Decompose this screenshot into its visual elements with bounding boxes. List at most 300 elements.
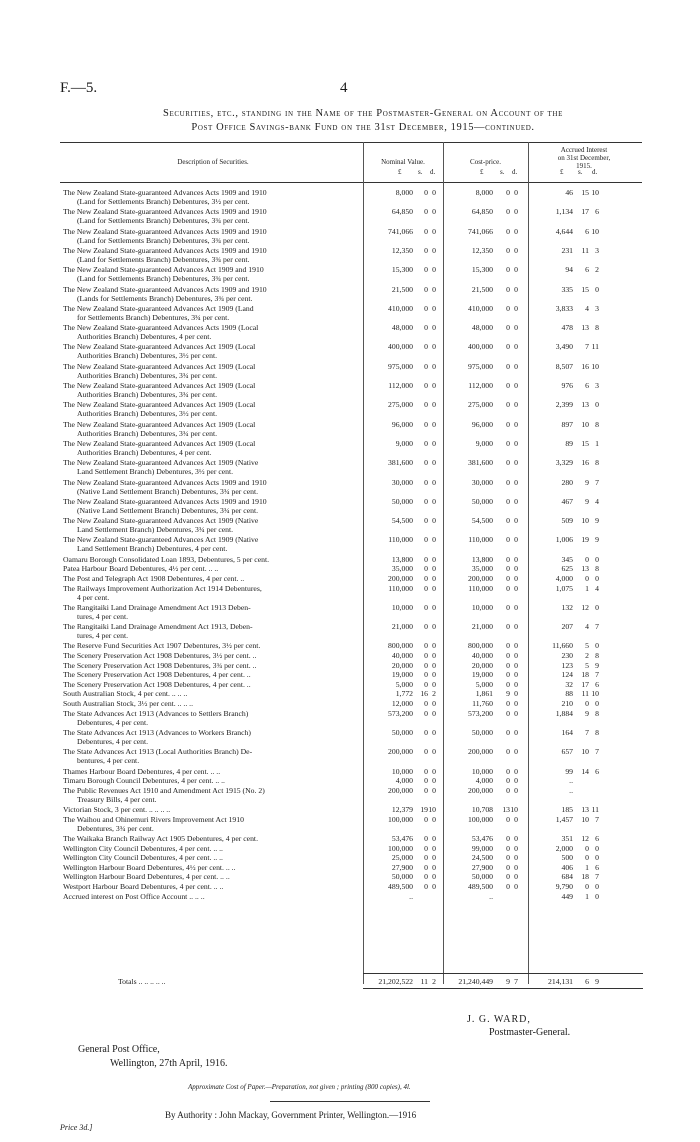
nominal-shillings: 0	[424, 342, 428, 352]
total-cost-pence: 7	[514, 977, 518, 986]
interest-pence: 0	[595, 602, 599, 612]
interest-shillings: 6	[585, 265, 589, 275]
cost-pence: 0	[514, 573, 518, 583]
description-line: Debentures, 4 per cent.	[77, 717, 149, 727]
nominal-shillings: 0	[424, 496, 428, 506]
nominal-shillings: 16	[420, 689, 428, 699]
security-description	[63, 863, 363, 872]
description-line: The State Advances Act 1913 (Advances to Settlers Branch)	[63, 708, 249, 718]
nominal-pence: 0	[432, 323, 436, 333]
cost-pounds: 53,476	[471, 833, 493, 843]
nominal-shillings: 0	[424, 747, 428, 757]
cost-shillings: 0	[506, 381, 510, 390]
security-description	[63, 420, 363, 438]
cost-pounds: 975,000	[468, 361, 493, 371]
cost-pounds: 48,000	[471, 323, 493, 333]
interest-shillings: 18	[581, 670, 589, 680]
nominal-shillings: 0	[424, 419, 428, 429]
interest-pounds: 478	[561, 323, 573, 333]
interest-pounds: ..	[569, 776, 573, 786]
interest-pence: 8	[595, 708, 599, 718]
security-description	[63, 747, 363, 765]
nominal-pounds: 27,900	[391, 862, 413, 872]
security-description	[63, 516, 363, 534]
security-description	[63, 342, 363, 360]
interest-pounds: 351	[561, 833, 573, 843]
description-line: The Public Revenues Act 1910 and Amendment Act 1915 (No. 2)	[63, 785, 265, 795]
nominal-shillings: 0	[424, 323, 428, 333]
interest-shillings: 7	[585, 342, 589, 352]
nominal-pence: 0	[432, 853, 436, 863]
interest-shillings: 13	[581, 805, 589, 814]
nominal-pence: 0	[432, 477, 436, 487]
interest-header-line: 1915.	[576, 162, 592, 170]
signature-name: J. G. WARD,	[467, 1014, 531, 1025]
security-description	[63, 882, 363, 891]
security-description	[63, 458, 363, 476]
cost-pence: 0	[514, 881, 518, 891]
description-line: The Scenery Preservation Act 1908 Debentures, 3¾ per cent. ..	[63, 660, 257, 670]
description-line: The New Zealand State-guaranteed Advances Act 1909 (Native	[63, 516, 259, 526]
interest-pence: 0	[595, 573, 599, 583]
description-line: Westport Harbour Board Debentures, 4 per cent. .. ..	[63, 881, 224, 891]
cost-shillings: 0	[506, 400, 510, 410]
interest-pounds: 4,000	[555, 573, 573, 583]
interest-pence: 11	[591, 805, 599, 814]
cost-pence: 0	[514, 670, 518, 680]
nominal-pounds: 9,000	[395, 438, 413, 448]
security-description	[63, 227, 363, 245]
interest-pounds: 280	[561, 477, 573, 487]
nominal-pounds: 400,000	[388, 342, 413, 352]
cost-shillings: 0	[506, 303, 510, 313]
description-line: for Settlements Branch) Debentures, 3¾ per cent.	[77, 312, 230, 322]
cost-shillings: 0	[506, 651, 510, 660]
nominal-pence: 0	[432, 766, 436, 776]
cost-shillings: 0	[506, 881, 510, 891]
description-line: tures, 4 per cent.	[77, 631, 129, 641]
cost-pounds: 9,000	[475, 438, 493, 448]
cost-pounds: 741,066	[468, 226, 493, 236]
cost-pence: 0	[514, 727, 518, 737]
nominal-shillings: 0	[424, 477, 428, 487]
security-description	[63, 584, 363, 602]
cost-shillings: 0	[506, 207, 510, 217]
interest-pence: 7	[595, 622, 599, 632]
security-description	[63, 680, 363, 689]
interest-pounds: 1,134	[555, 207, 573, 217]
interest-pence: 0	[595, 641, 599, 651]
security-description	[63, 400, 363, 418]
cost-shillings: 0	[506, 641, 510, 651]
nominal-pence: 10	[428, 805, 436, 814]
interest-pounds: 231	[561, 245, 573, 255]
cost-pence: 0	[514, 564, 518, 574]
interest-pence: 2	[595, 265, 599, 275]
nominal-shillings: 0	[424, 284, 428, 294]
nominal-shillings: 0	[424, 660, 428, 670]
nominal-shillings: 0	[424, 303, 428, 313]
interest-shillings: 15	[581, 284, 589, 294]
cost-pounds: 64,850	[471, 207, 493, 217]
nominal-shillings: 0	[424, 361, 428, 371]
nominal-pence: 0	[432, 458, 436, 468]
nominal-pence: 0	[432, 602, 436, 612]
interest-shillings: 9	[585, 496, 589, 506]
interest-shillings: 0	[585, 853, 589, 863]
nominal-shillings: 0	[424, 207, 428, 217]
interest-pence: 9	[595, 516, 599, 526]
nominal-pounds: 741,066	[388, 226, 413, 236]
nominal-pounds: 96,000	[391, 419, 413, 429]
cost-pence: 0	[514, 660, 518, 670]
nominal-shillings: 0	[424, 381, 428, 390]
description-line: The New Zealand State-guaranteed Advances Acts 1909 and 1910	[63, 207, 267, 217]
cost-pounds: 15,300	[471, 265, 493, 275]
nominal-pounds: 381,600	[388, 458, 413, 468]
nominal-shillings: 0	[424, 622, 428, 632]
interest-header-line: Accrued Interest	[560, 146, 608, 154]
interest-shillings: 15	[581, 188, 589, 197]
interest-pounds: 9,790	[555, 881, 573, 891]
cost-shillings: 0	[506, 226, 510, 236]
cost-pence: 0	[514, 843, 518, 853]
cost-pounds: 110,000	[468, 535, 493, 545]
cost-pounds: 50,000	[471, 872, 493, 882]
nominal-shillings: 0	[424, 535, 428, 545]
nominal-shillings: 0	[424, 670, 428, 680]
nominal-shillings: 0	[424, 814, 428, 824]
nominal-pounds: 50,000	[391, 872, 413, 882]
interest-pounds: 976	[561, 381, 573, 390]
interest-shillings: 16	[581, 458, 589, 468]
nominal-shillings: 0	[424, 458, 428, 468]
nominal-shillings: 0	[424, 641, 428, 651]
nominal-pence: 0	[432, 535, 436, 545]
nominal-pence: 0	[432, 583, 436, 593]
description-line: Patea Harbour Board Debentures, 4½ per cent. .. ..	[63, 564, 219, 574]
nominal-shillings: 0	[424, 583, 428, 593]
nominal-pounds: 20,000	[391, 660, 413, 670]
cost-shillings: 0	[506, 477, 510, 487]
description-line: Wellington Harbour Board Debentures, 4½ per cent. .. ..	[63, 862, 236, 872]
nominal-pence: 0	[432, 872, 436, 882]
description-line: The Rangitaiki Land Drainage Amendment Act 1913, Deben-	[63, 622, 253, 632]
cost-pounds: 24,500	[471, 853, 493, 863]
interest-shillings: 10	[581, 814, 589, 824]
description-line: The New Zealand State-guaranteed Advances Act 1909 (Native	[63, 535, 259, 545]
nominal-pence: 0	[432, 814, 436, 824]
security-description	[63, 834, 363, 843]
description-line: Authorities Branch) Debentures, 4 per cent.	[77, 447, 212, 457]
nominal-shillings: 0	[424, 226, 428, 236]
description-line: The New Zealand State-guaranteed Advances Acts 1909 and 1910	[63, 188, 267, 197]
cost-shillings: 0	[506, 265, 510, 275]
interest-pounds: 8,507	[555, 361, 573, 371]
description-line: The Waihou and Ohinemuri Rivers Improvement Act 1910	[63, 814, 244, 824]
page-code: F.—5.	[60, 80, 98, 96]
nominal-pounds: 410,000	[388, 303, 413, 313]
interest-shillings: 11	[581, 689, 589, 699]
security-description	[63, 497, 363, 515]
interest-shillings: 1	[585, 862, 589, 872]
description-line: South Australian Stock, 4 per cent. .. .. ..	[63, 689, 188, 699]
interest-pounds: 684	[561, 872, 573, 882]
footer-rule	[270, 1101, 430, 1102]
interest-pence: 7	[595, 670, 599, 680]
nominal-pounds: 800,000	[388, 641, 413, 651]
nominal-pence: 0	[432, 342, 436, 352]
interest-pence: 7	[595, 872, 599, 882]
nominal-pounds: 19,000	[391, 670, 413, 680]
cost-pence: 0	[514, 303, 518, 313]
nominal-pence: 0	[432, 188, 436, 197]
cost-shillings: 0	[506, 766, 510, 776]
nominal-shillings: 0	[424, 785, 428, 795]
security-description	[63, 641, 363, 650]
description-line: The Scenery Preservation Act 1908 Debentures, 3½ per cent. ..	[63, 651, 257, 660]
cost-pence: 0	[514, 602, 518, 612]
nominal-pounds: 1,772	[395, 689, 413, 699]
nominal-pence: 0	[432, 265, 436, 275]
nominal-pounds: 100,000	[388, 843, 413, 853]
cost-pence: 0	[514, 853, 518, 863]
nominal-pounds: 12,379	[391, 805, 413, 814]
interest-pence: 0	[595, 843, 599, 853]
description-line: Authorities Branch) Debentures, 3¾ per cent.	[77, 390, 218, 399]
description-line: The State Advances Act 1913 (Local Authorities Branch) De-	[63, 747, 253, 757]
nominal-pounds: 200,000	[388, 785, 413, 795]
nominal-pence: 0	[432, 226, 436, 236]
nominal-pence: 0	[432, 651, 436, 660]
security-description	[63, 246, 363, 264]
cost-pence: 0	[514, 323, 518, 333]
cost-pounds: 381,600	[468, 458, 493, 468]
description-line: tures, 4 per cent.	[77, 611, 129, 621]
interest-pence: 10	[591, 188, 599, 197]
description-line: The State Advances Act 1913 (Advances to Workers Branch)	[63, 727, 251, 737]
interest-header-line: on 31st December,	[557, 154, 611, 162]
col-divider	[443, 142, 444, 984]
cost-pence: 0	[514, 400, 518, 410]
cost-shillings: 0	[506, 323, 510, 333]
interest-shillings: 6	[585, 381, 589, 390]
interest-pounds: 99	[565, 766, 573, 776]
interest-pounds: 625	[561, 564, 573, 574]
security-description	[63, 872, 363, 881]
interest-pence: 7	[595, 747, 599, 757]
cost-pounds: 99,000	[471, 843, 493, 853]
interest-pence: 0	[595, 554, 599, 564]
security-description	[63, 603, 363, 621]
cost-shillings: 0	[506, 622, 510, 632]
description-line: Oamaru Borough Consolidated Loan 1893, Debentures, 5 per cent.	[63, 554, 270, 564]
nominal-pounds: 275,000	[388, 400, 413, 410]
interest-pounds: 230	[561, 651, 573, 660]
total-nominal-pounds: 21,202,522	[378, 977, 413, 986]
interest-pence: 10	[591, 689, 599, 699]
cost-pounds: 5,000	[475, 679, 493, 689]
description-line: Accrued interest on Post Office Account .. .. ..	[63, 891, 205, 901]
cost-shillings: 0	[506, 284, 510, 294]
cost-shillings: 0	[506, 535, 510, 545]
description-line: The New Zealand State-guaranteed Advances Act 1909 and 1910	[63, 265, 264, 275]
cost-pounds: 35,000	[471, 564, 493, 574]
page-number: 4	[340, 80, 348, 96]
interest-shillings: 13	[581, 323, 589, 333]
interest-pounds: 657	[561, 747, 573, 757]
interest-pounds: 164	[561, 727, 573, 737]
description-line: (Land for Settlements Branch) Debentures, 3¾ per cent.	[77, 274, 250, 284]
cost-pence: 0	[514, 496, 518, 506]
description-line: The New Zealand State-guaranteed Advances Acts 1909 and 1910	[63, 496, 267, 506]
cost-pounds: 21,000	[471, 622, 493, 632]
interest-pence: 8	[595, 564, 599, 574]
interest-pence: 0	[595, 881, 599, 891]
interest-pence: 0	[595, 284, 599, 294]
interest-pence: 3	[595, 381, 599, 390]
description-line: The New Zealand State-guaranteed Advances Act 1909 (Local	[63, 342, 256, 352]
security-description	[63, 853, 363, 862]
nominal-shillings: 0	[424, 516, 428, 526]
total-nominal-pence: 2	[432, 977, 436, 986]
cost-shillings: 0	[506, 583, 510, 593]
interest-pence: 8	[595, 323, 599, 333]
interest-pence: 0	[595, 400, 599, 410]
interest-pence: 6	[595, 207, 599, 217]
interest-shillings: 0	[585, 699, 589, 708]
cost-shillings: 0	[506, 699, 510, 708]
nominal-pounds: 112,000	[388, 381, 413, 390]
security-description	[63, 815, 363, 833]
cost-shillings: 0	[506, 679, 510, 689]
interest-pounds: 1,884	[555, 708, 573, 718]
cost-pounds: 200,000	[468, 785, 493, 795]
interest-pounds: 3,833	[555, 303, 573, 313]
nominal-pounds: 50,000	[391, 496, 413, 506]
cost-pounds: 11,760	[472, 699, 493, 708]
interest-pounds: 11,660	[552, 641, 573, 651]
nominal-shillings: 0	[424, 776, 428, 786]
security-description	[63, 776, 363, 785]
interest-pounds: 335	[561, 284, 573, 294]
cost-pounds: 40,000	[471, 651, 493, 660]
interest-shillings: 12	[581, 833, 589, 843]
description-line: Authorities Branch) Debentures, 4 per cent.	[77, 332, 212, 342]
description-line: (Lands for Settlements Branch) Debentures, 3¾ per cent.	[77, 293, 253, 303]
description-line: Land Settlement Branch) Debentures, 3½ per cent.	[77, 467, 234, 477]
nominal-pence: 0	[432, 679, 436, 689]
cost-pounds: 410,000	[468, 303, 493, 313]
cost-pounds: 573,200	[468, 708, 493, 718]
cost-pence: 0	[514, 833, 518, 843]
security-description	[63, 699, 363, 708]
nominal-pence: 0	[432, 641, 436, 651]
cost-shillings: 0	[506, 496, 510, 506]
security-description	[63, 622, 363, 640]
unit-label: s.	[418, 168, 423, 176]
cost-shillings: 0	[506, 564, 510, 574]
cost-pence: 0	[514, 188, 518, 197]
nominal-pounds: 12,000	[391, 699, 413, 708]
interest-shillings: 10	[581, 747, 589, 757]
interest-pence: 8	[595, 458, 599, 468]
cost-pounds: 10,000	[471, 766, 493, 776]
cost-shillings: 0	[506, 814, 510, 824]
cost-pence: 10	[510, 805, 518, 814]
cost-pounds: 12,350	[471, 245, 493, 255]
interest-pounds: 4,644	[555, 226, 573, 236]
unit-label: d.	[430, 168, 436, 176]
interest-pence: 6	[595, 679, 599, 689]
cost-pence: 0	[514, 342, 518, 352]
nominal-pounds: 13,800	[391, 554, 413, 564]
cost-pounds: 21,500	[471, 284, 493, 294]
nominal-shillings: 0	[424, 853, 428, 863]
cost-shillings: 0	[506, 853, 510, 863]
nominal-pounds: 200,000	[388, 747, 413, 757]
cost-shillings: 9	[506, 689, 510, 699]
cost-shillings: 0	[506, 670, 510, 680]
description-line: The Post and Telegraph Act 1908 Debentures, 4 per cent. ..	[63, 573, 245, 583]
cost-pence: 0	[514, 226, 518, 236]
security-description	[63, 892, 363, 901]
interest-shillings: 0	[585, 843, 589, 853]
cost-pence: 0	[514, 747, 518, 757]
description-line: The Scenery Preservation Act 1908 Debentures, 4 per cent. ..	[63, 670, 251, 680]
nominal-pence: 2	[432, 689, 436, 699]
nominal-pounds: 64,850	[391, 207, 413, 217]
description-line: (Land for Settlements Branch) Debentures, 3¾ per cent.	[77, 235, 250, 245]
nominal-pence: 0	[432, 564, 436, 574]
interest-shillings: 10	[581, 419, 589, 429]
interest-pounds: 406	[561, 862, 573, 872]
cost-pence: 0	[514, 766, 518, 776]
unit-label: s.	[500, 168, 505, 176]
nominal-pounds: 54,500	[391, 516, 413, 526]
security-description	[63, 439, 363, 457]
cost-pence: 0	[514, 862, 518, 872]
description-line: The New Zealand State-guaranteed Advances Act 1909 (Land	[63, 303, 254, 313]
nominal-pounds: 21,000	[391, 622, 413, 632]
interest-pence: 3	[595, 245, 599, 255]
interest-pence: 4	[595, 496, 599, 506]
cost-pounds: 489,500	[468, 881, 493, 891]
cost-pounds: 100,000	[468, 814, 493, 824]
interest-pounds: 897	[561, 419, 573, 429]
cost-pounds: 13,800	[471, 554, 493, 564]
interest-shillings: 7	[585, 727, 589, 737]
description-line: Land Settlement Branch) Debentures, 4 per cent.	[77, 544, 228, 554]
cost-shillings: 13	[502, 805, 510, 814]
cost-shillings: 0	[506, 342, 510, 352]
nominal-pounds: 100,000	[388, 814, 413, 824]
cost-pounds: 96,000	[471, 419, 493, 429]
cost-pence: 0	[514, 207, 518, 217]
interest-shillings: 5	[585, 641, 589, 651]
interest-shillings: 1	[585, 583, 589, 593]
cost-pence: 0	[514, 265, 518, 275]
cost-pence: 0	[514, 438, 518, 448]
interest-pounds: 345	[561, 554, 573, 564]
security-description	[63, 786, 363, 804]
description-line: (Land for Settlements Branch) Debentures, 3¾ per cent.	[77, 254, 250, 264]
cost-pounds: 200,000	[468, 747, 493, 757]
total-interest-shillings: 6	[585, 977, 589, 986]
interest-shillings: 14	[581, 766, 589, 776]
nominal-shillings: 19	[420, 805, 428, 814]
nominal-shillings: 0	[424, 881, 428, 891]
